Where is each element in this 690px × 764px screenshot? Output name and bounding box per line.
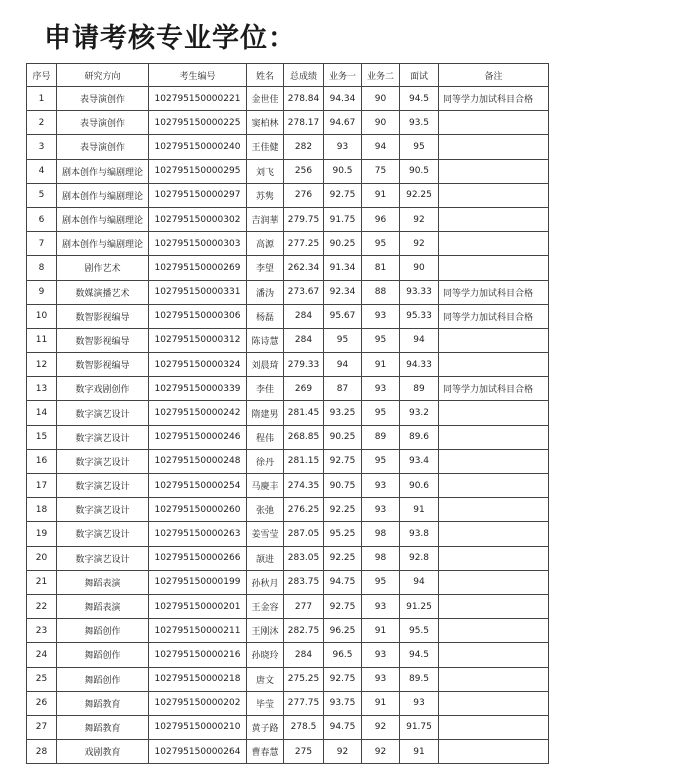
- seq-cell: 11: [27, 328, 57, 352]
- note-cell: [439, 425, 549, 449]
- subject-one-cell: 94.67: [324, 111, 362, 135]
- subject-two-cell: 93: [362, 594, 400, 618]
- interview-cell: 90: [400, 256, 439, 280]
- interview-cell: 94: [400, 570, 439, 594]
- total-score-cell: 262.34: [284, 256, 324, 280]
- seq-cell: 5: [27, 183, 57, 207]
- direction-cell: 剧作艺术: [57, 256, 149, 280]
- subject-two-cell: 90: [362, 87, 400, 111]
- total-score-cell: 277: [284, 594, 324, 618]
- candidate-id-cell: 102795150000202: [149, 691, 247, 715]
- total-score-cell: 277.75: [284, 691, 324, 715]
- total-score-cell: 256: [284, 159, 324, 183]
- table-row: [27, 401, 549, 425]
- table-row: [27, 183, 549, 207]
- column-header-total-score: 总成绩: [284, 64, 324, 87]
- table-row: [27, 570, 549, 594]
- direction-cell: 数字演艺设计: [57, 522, 149, 546]
- direction-cell: 表导演创作: [57, 111, 149, 135]
- seq-cell: 9: [27, 280, 57, 304]
- name-cell: 苏隽: [247, 183, 284, 207]
- candidate-id-cell: 102795150000339: [149, 377, 247, 401]
- column-header-interview: 面试: [400, 64, 439, 87]
- name-cell: 李望: [247, 256, 284, 280]
- note-cell: [439, 353, 549, 377]
- table-row: [27, 715, 549, 739]
- direction-cell: 舞蹈创作: [57, 619, 149, 643]
- interview-cell: 93.5: [400, 111, 439, 135]
- interview-cell: 89.5: [400, 667, 439, 691]
- name-cell: 程伟: [247, 425, 284, 449]
- table-header: [27, 64, 549, 87]
- candidate-id-cell: 102795150000218: [149, 667, 247, 691]
- subject-two-cell: 90: [362, 111, 400, 135]
- seq-cell: 23: [27, 619, 57, 643]
- name-cell: 陈诗慧: [247, 328, 284, 352]
- subject-one-cell: 95.67: [324, 304, 362, 328]
- name-cell: 唐文: [247, 667, 284, 691]
- interview-cell: 93.8: [400, 522, 439, 546]
- page-title: 申请考核专业学位：: [44, 23, 296, 54]
- subject-two-cell: 91: [362, 183, 400, 207]
- table-row: [27, 159, 549, 183]
- direction-cell: 舞蹈教育: [57, 715, 149, 739]
- subject-one-cell: 91.34: [324, 256, 362, 280]
- seq-cell: 3: [27, 135, 57, 159]
- table-row: [27, 256, 549, 280]
- seq-cell: 20: [27, 546, 57, 570]
- note-cell: [439, 135, 549, 159]
- subject-two-cell: 88: [362, 280, 400, 304]
- interview-cell: 91: [400, 740, 439, 764]
- candidate-id-cell: 102795150000312: [149, 328, 247, 352]
- subject-two-cell: 93: [362, 498, 400, 522]
- subject-two-cell: 92: [362, 715, 400, 739]
- subject-two-cell: 95: [362, 328, 400, 352]
- interview-cell: 93.33: [400, 280, 439, 304]
- candidate-id-cell: 102795150000242: [149, 401, 247, 425]
- total-score-cell: 275.25: [284, 667, 324, 691]
- column-header-subject-one: 业务一: [324, 64, 362, 87]
- note-cell: [439, 740, 549, 764]
- note-cell: 同等学力加试科目合格: [439, 304, 549, 328]
- subject-one-cell: 93.25: [324, 401, 362, 425]
- note-cell: [439, 522, 549, 546]
- subject-two-cell: 95: [362, 449, 400, 473]
- total-score-cell: 282.75: [284, 619, 324, 643]
- candidate-id-cell: 102795150000221: [149, 87, 247, 111]
- total-score-cell: 284: [284, 304, 324, 328]
- subject-one-cell: 92.34: [324, 280, 362, 304]
- total-score-cell: 276: [284, 183, 324, 207]
- seq-cell: 13: [27, 377, 57, 401]
- subject-one-cell: 90.25: [324, 425, 362, 449]
- seq-cell: 19: [27, 522, 57, 546]
- name-cell: 潘沩: [247, 280, 284, 304]
- direction-cell: 数字戏剧创作: [57, 377, 149, 401]
- subject-one-cell: 93.75: [324, 691, 362, 715]
- seq-cell: 12: [27, 353, 57, 377]
- table-row: [27, 135, 549, 159]
- interview-cell: 92.25: [400, 183, 439, 207]
- subject-one-cell: 92.75: [324, 594, 362, 618]
- column-header-subject-two: 业务二: [362, 64, 400, 87]
- interview-cell: 93.4: [400, 449, 439, 473]
- table-row: [27, 449, 549, 473]
- interview-cell: 95.5: [400, 619, 439, 643]
- seq-cell: 26: [27, 691, 57, 715]
- name-cell: 黄子路: [247, 715, 284, 739]
- table-row: [27, 87, 549, 111]
- name-cell: 刘晨琦: [247, 353, 284, 377]
- direction-cell: 数智影视编导: [57, 304, 149, 328]
- table-row: [27, 667, 549, 691]
- candidate-id-cell: 102795150000269: [149, 256, 247, 280]
- seq-cell: 22: [27, 594, 57, 618]
- subject-one-cell: 95: [324, 328, 362, 352]
- name-cell: 杨磊: [247, 304, 284, 328]
- note-cell: [439, 546, 549, 570]
- note-cell: [439, 159, 549, 183]
- note-cell: 同等学力加试科目合格: [439, 87, 549, 111]
- total-score-cell: 269: [284, 377, 324, 401]
- name-cell: 张弛: [247, 498, 284, 522]
- name-cell: 隋建男: [247, 401, 284, 425]
- candidate-id-cell: 102795150000302: [149, 207, 247, 231]
- total-score-cell: 282: [284, 135, 324, 159]
- total-score-cell: 274.35: [284, 474, 324, 498]
- seq-cell: 6: [27, 207, 57, 231]
- name-cell: 高源: [247, 232, 284, 256]
- seq-cell: 14: [27, 401, 57, 425]
- note-cell: [439, 328, 549, 352]
- subject-two-cell: 93: [362, 377, 400, 401]
- subject-two-cell: 95: [362, 232, 400, 256]
- interview-cell: 90.5: [400, 159, 439, 183]
- subject-two-cell: 98: [362, 546, 400, 570]
- subject-two-cell: 96: [362, 207, 400, 231]
- direction-cell: 数字演艺设计: [57, 401, 149, 425]
- note-cell: [439, 498, 549, 522]
- subject-one-cell: 87: [324, 377, 362, 401]
- column-header-name: 姓名: [247, 64, 284, 87]
- direction-cell: 戏剧教育: [57, 740, 149, 764]
- table-row: [27, 546, 549, 570]
- direction-cell: 舞蹈创作: [57, 667, 149, 691]
- subject-two-cell: 95: [362, 401, 400, 425]
- note-cell: [439, 111, 549, 135]
- subject-one-cell: 90.25: [324, 232, 362, 256]
- note-cell: 同等学力加试科目合格: [439, 280, 549, 304]
- note-cell: [439, 232, 549, 256]
- subject-one-cell: 90.5: [324, 159, 362, 183]
- note-cell: [439, 570, 549, 594]
- seq-cell: 24: [27, 643, 57, 667]
- note-cell: [439, 474, 549, 498]
- direction-cell: 剧本创作与编剧理论: [57, 232, 149, 256]
- seq-cell: 8: [27, 256, 57, 280]
- direction-cell: 数字演艺设计: [57, 474, 149, 498]
- note-cell: [439, 449, 549, 473]
- direction-cell: 舞蹈创作: [57, 643, 149, 667]
- total-score-cell: 278.84: [284, 87, 324, 111]
- table-body: [27, 87, 549, 764]
- note-cell: [439, 207, 549, 231]
- seq-cell: 28: [27, 740, 57, 764]
- total-score-cell: 283.05: [284, 546, 324, 570]
- name-cell: 曹春慧: [247, 740, 284, 764]
- seq-cell: 4: [27, 159, 57, 183]
- subject-one-cell: 92.25: [324, 498, 362, 522]
- total-score-cell: 277.25: [284, 232, 324, 256]
- seq-cell: 15: [27, 425, 57, 449]
- subject-two-cell: 89: [362, 425, 400, 449]
- subject-one-cell: 92.75: [324, 667, 362, 691]
- table-row: [27, 377, 549, 401]
- direction-cell: 数字演艺设计: [57, 546, 149, 570]
- name-cell: 孙晓玲: [247, 643, 284, 667]
- candidate-id-cell: 102795150000266: [149, 546, 247, 570]
- table-row: [27, 691, 549, 715]
- subject-one-cell: 92: [324, 740, 362, 764]
- total-score-cell: 281.15: [284, 449, 324, 473]
- table-row: [27, 498, 549, 522]
- candidate-id-cell: 102795150000216: [149, 643, 247, 667]
- interview-cell: 94.5: [400, 87, 439, 111]
- subject-two-cell: 93: [362, 304, 400, 328]
- seq-cell: 18: [27, 498, 57, 522]
- note-cell: [439, 691, 549, 715]
- seq-cell: 7: [27, 232, 57, 256]
- table-row: [27, 280, 549, 304]
- candidate-id-cell: 102795150000295: [149, 159, 247, 183]
- subject-one-cell: 96.5: [324, 643, 362, 667]
- name-cell: 刘飞: [247, 159, 284, 183]
- seq-cell: 16: [27, 449, 57, 473]
- table-row: [27, 619, 549, 643]
- interview-cell: 95.33: [400, 304, 439, 328]
- name-cell: 徐丹: [247, 449, 284, 473]
- subject-two-cell: 95: [362, 570, 400, 594]
- subject-one-cell: 91.75: [324, 207, 362, 231]
- direction-cell: 数智影视编导: [57, 328, 149, 352]
- interview-cell: 94: [400, 328, 439, 352]
- total-score-cell: 276.25: [284, 498, 324, 522]
- note-cell: [439, 594, 549, 618]
- seq-cell: 2: [27, 111, 57, 135]
- column-header-direction: 研究方向: [57, 64, 149, 87]
- total-score-cell: 284: [284, 328, 324, 352]
- subject-two-cell: 93: [362, 667, 400, 691]
- name-cell: 王刚沐: [247, 619, 284, 643]
- table-row: [27, 643, 549, 667]
- candidate-id-cell: 102795150000264: [149, 740, 247, 764]
- direction-cell: 剧本创作与编剧理论: [57, 183, 149, 207]
- total-score-cell: 278.17: [284, 111, 324, 135]
- total-score-cell: 273.67: [284, 280, 324, 304]
- subject-two-cell: 75: [362, 159, 400, 183]
- interview-cell: 91.25: [400, 594, 439, 618]
- name-cell: 孙秋月: [247, 570, 284, 594]
- column-header-candidate-id: 考生编号: [149, 64, 247, 87]
- table-row: [27, 474, 549, 498]
- interview-cell: 93.2: [400, 401, 439, 425]
- subject-one-cell: 92.75: [324, 183, 362, 207]
- name-cell: 王佳健: [247, 135, 284, 159]
- seq-cell: 10: [27, 304, 57, 328]
- subject-one-cell: 94.75: [324, 715, 362, 739]
- subject-one-cell: 94: [324, 353, 362, 377]
- interview-cell: 89.6: [400, 425, 439, 449]
- candidate-id-cell: 102795150000263: [149, 522, 247, 546]
- subject-one-cell: 92.25: [324, 546, 362, 570]
- interview-cell: 91: [400, 498, 439, 522]
- total-score-cell: 284: [284, 643, 324, 667]
- candidate-id-cell: 102795150000254: [149, 474, 247, 498]
- subject-one-cell: 95.25: [324, 522, 362, 546]
- interview-cell: 92.8: [400, 546, 439, 570]
- name-cell: 吉润華: [247, 207, 284, 231]
- name-cell: 王金容: [247, 594, 284, 618]
- table-row: [27, 304, 549, 328]
- candidate-id-cell: 102795150000199: [149, 570, 247, 594]
- name-cell: 颉进: [247, 546, 284, 570]
- table-row: [27, 232, 549, 256]
- admission-score-table: [26, 63, 549, 764]
- name-cell: 金世佳: [247, 87, 284, 111]
- table-row: [27, 425, 549, 449]
- total-score-cell: 279.33: [284, 353, 324, 377]
- name-cell: 毕莹: [247, 691, 284, 715]
- candidate-id-cell: 102795150000306: [149, 304, 247, 328]
- column-header-note: 备注: [439, 64, 549, 87]
- direction-cell: 舞蹈表演: [57, 594, 149, 618]
- interview-cell: 91.75: [400, 715, 439, 739]
- subject-one-cell: 96.25: [324, 619, 362, 643]
- interview-cell: 94.33: [400, 353, 439, 377]
- note-cell: [439, 619, 549, 643]
- subject-two-cell: 98: [362, 522, 400, 546]
- candidate-id-cell: 102795150000248: [149, 449, 247, 473]
- note-cell: [439, 643, 549, 667]
- interview-cell: 90.6: [400, 474, 439, 498]
- direction-cell: 数媒演播艺术: [57, 280, 149, 304]
- subject-one-cell: 94.34: [324, 87, 362, 111]
- direction-cell: 数字演艺设计: [57, 449, 149, 473]
- direction-cell: 数智影视编导: [57, 353, 149, 377]
- subject-two-cell: 91: [362, 353, 400, 377]
- candidate-id-cell: 102795150000201: [149, 594, 247, 618]
- direction-cell: 剧本创作与编剧理论: [57, 159, 149, 183]
- note-cell: [439, 256, 549, 280]
- subject-two-cell: 91: [362, 691, 400, 715]
- direction-cell: 舞蹈教育: [57, 691, 149, 715]
- direction-cell: 数字演艺设计: [57, 425, 149, 449]
- table-row: [27, 207, 549, 231]
- candidate-id-cell: 102795150000303: [149, 232, 247, 256]
- total-score-cell: 275: [284, 740, 324, 764]
- name-cell: 窦柏林: [247, 111, 284, 135]
- candidate-id-cell: 102795150000211: [149, 619, 247, 643]
- direction-cell: 表导演创作: [57, 87, 149, 111]
- interview-cell: 92: [400, 207, 439, 231]
- total-score-cell: 268.85: [284, 425, 324, 449]
- seq-cell: 1: [27, 87, 57, 111]
- note-cell: 同等学力加试科目合格: [439, 377, 549, 401]
- candidate-id-cell: 102795150000240: [149, 135, 247, 159]
- interview-cell: 92: [400, 232, 439, 256]
- subject-two-cell: 93: [362, 643, 400, 667]
- interview-cell: 95: [400, 135, 439, 159]
- table-row: [27, 328, 549, 352]
- interview-cell: 94.5: [400, 643, 439, 667]
- candidate-id-cell: 102795150000297: [149, 183, 247, 207]
- candidate-id-cell: 102795150000210: [149, 715, 247, 739]
- direction-cell: 剧本创作与编剧理论: [57, 207, 149, 231]
- subject-two-cell: 81: [362, 256, 400, 280]
- total-score-cell: 283.75: [284, 570, 324, 594]
- header-row: [27, 64, 549, 87]
- interview-cell: 93: [400, 691, 439, 715]
- table-row: [27, 111, 549, 135]
- column-header-seq: 序号: [27, 64, 57, 87]
- subject-one-cell: 92.75: [324, 449, 362, 473]
- subject-one-cell: 90.75: [324, 474, 362, 498]
- note-cell: [439, 667, 549, 691]
- name-cell: 李佳: [247, 377, 284, 401]
- direction-cell: 数字演艺设计: [57, 498, 149, 522]
- subject-two-cell: 92: [362, 740, 400, 764]
- total-score-cell: 279.75: [284, 207, 324, 231]
- interview-cell: 89: [400, 377, 439, 401]
- subject-two-cell: 94: [362, 135, 400, 159]
- subject-two-cell: 91: [362, 619, 400, 643]
- direction-cell: 表导演创作: [57, 135, 149, 159]
- subject-one-cell: 94.75: [324, 570, 362, 594]
- name-cell: 马慶丰: [247, 474, 284, 498]
- seq-cell: 21: [27, 570, 57, 594]
- table-row: [27, 522, 549, 546]
- seq-cell: 27: [27, 715, 57, 739]
- note-cell: [439, 183, 549, 207]
- candidate-id-cell: 102795150000225: [149, 111, 247, 135]
- total-score-cell: 281.45: [284, 401, 324, 425]
- seq-cell: 25: [27, 667, 57, 691]
- direction-cell: 舞蹈表演: [57, 570, 149, 594]
- name-cell: 姜雪莹: [247, 522, 284, 546]
- total-score-cell: 278.5: [284, 715, 324, 739]
- subject-one-cell: 93: [324, 135, 362, 159]
- seq-cell: 17: [27, 474, 57, 498]
- candidate-id-cell: 102795150000331: [149, 280, 247, 304]
- subject-two-cell: 93: [362, 474, 400, 498]
- table-row: [27, 594, 549, 618]
- candidate-id-cell: 102795150000324: [149, 353, 247, 377]
- table-row: [27, 740, 549, 764]
- note-cell: [439, 401, 549, 425]
- table-row: [27, 353, 549, 377]
- candidate-id-cell: 102795150000260: [149, 498, 247, 522]
- total-score-cell: 287.05: [284, 522, 324, 546]
- note-cell: [439, 715, 549, 739]
- candidate-id-cell: 102795150000246: [149, 425, 247, 449]
